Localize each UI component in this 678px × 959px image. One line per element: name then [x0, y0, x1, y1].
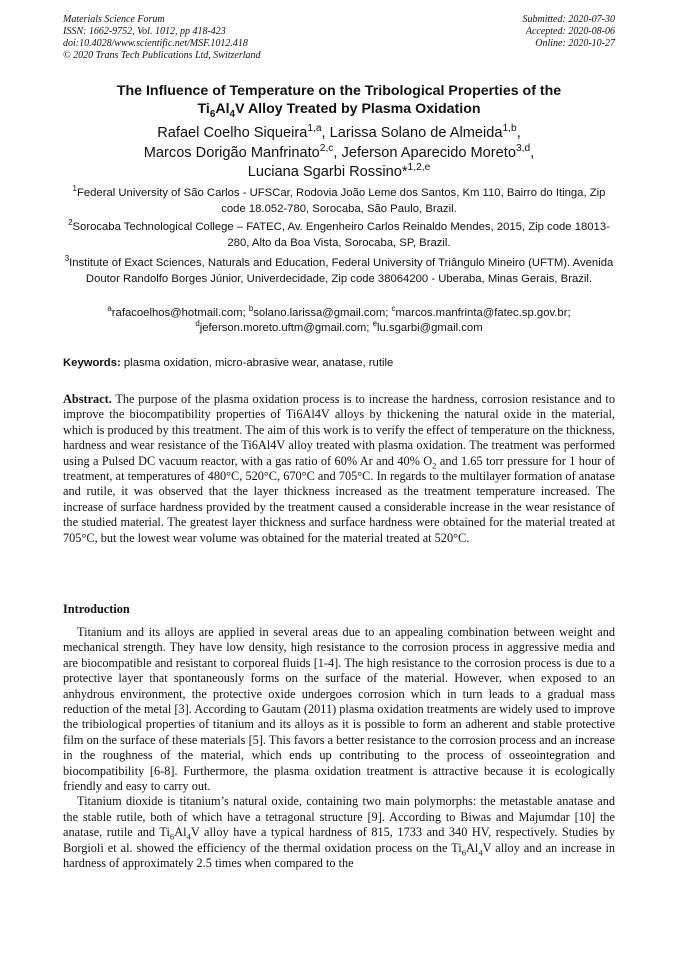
author-5-sup: 1,2,e	[407, 162, 431, 174]
intro-p2-sub-4: 4	[478, 847, 483, 858]
dates-header	[523, 14, 616, 50]
title-alloy-ti: Ti	[197, 101, 210, 117]
title-line-2: V Alloy Treated by Plasma Oxidation	[235, 101, 481, 117]
author-4-sep: ,	[530, 144, 535, 161]
affiliation-1-sup: 1	[72, 184, 77, 194]
title-alloy-sub-6: 6	[209, 108, 216, 120]
title-alloy-al: Al	[215, 101, 230, 117]
affiliation-3-sup: 3	[64, 254, 70, 264]
affiliation-1-text: Federal University of São Carlos - UFSCar, Rodovia João Leme dos Santos, Km 110, Bairro do Itinga, Zip code 18.052-780, Sorocaba, São Paulo, Brazil.	[76, 187, 606, 215]
affiliation-1	[63, 186, 615, 217]
email-c-sup: c	[391, 304, 396, 314]
author-2-sup: 1,b	[502, 123, 517, 135]
accepted-date: Accepted: 2020-08-06	[525, 26, 615, 37]
intro-p2-c: V alloy have a typical hardness of 815, 1733 and 340 HV, respectively. Studies by Borgioli et al. showed the efficiency of the thermal oxidation process on the Ti	[63, 825, 615, 855]
author-1: Rafael Coelho Siqueira	[157, 125, 308, 141]
abstract-text-2: and 1.65 torr pressure for 1 hour of treatment, at temperatures of 480°C, 520°C, 670°C and 705°C. In regards to the multilayer formation of anatase and rutile, it was observed that the layer thickness increased as the treatment temperature increased. The increase of surface hardness provided by the treatment caused a considerable increase in the wear resistance of the studied material. The greatest layer thickness and surface hardness were obtained for the material treated at 705°C, but the lowest wear volume was obtained for the material treated at 520°C.	[63, 453, 615, 545]
intro-p2-a: Titanium dioxide is titanium’s natural oxide, containing two main polymorphs: the metastable anatase and the stable rutile, both of which have a tetragonal structure [9]. According to Biwas and Majumdar [10] the anatase, rutile and Ti	[63, 794, 615, 840]
intro-p2-sub-1: 6	[169, 831, 175, 842]
author-5: Luciana Sgarbi Rossino*	[247, 164, 408, 180]
author-4: , Jeferson Aparecido Moreto	[333, 144, 516, 161]
intro-p2-b: Al	[174, 825, 187, 840]
email-b-sup: b	[248, 304, 254, 314]
intro-p2-e: V alloy and an increase in hardness of approximately 2.5 times when compared to the	[63, 840, 616, 871]
author-2: , Larissa Solano de Almeida	[321, 125, 503, 141]
paper-title	[63, 82, 615, 118]
email-a-sup: a	[107, 304, 112, 314]
email-a[interactable]: rafacoelhos@hotmail.com;	[111, 307, 249, 319]
abstract-text-1: The purpose of the plasma oxidation process is to increase the hardness, corrosion resistance and to improve the biocompatibility properties of Ti6Al4V alloys by thickening the natural oxide in the material, which is produced by this treatment. The aim of this work is to verify the effect of temperature on the thickness, hardness and wear resistance of the Ti6Al4V alloy treated with plasma oxidation. The treatment was performed using a Pulsed DC vacuum reactor, with a gas ratio of 60% Ar and 40% O	[63, 392, 615, 468]
email-b[interactable]: solano.larissa@gmail.com;	[253, 307, 392, 319]
email-e[interactable]: lu.sgarbi@gmail.com	[376, 322, 483, 334]
author-list	[63, 124, 615, 183]
abstract-o2-sub: 2	[432, 460, 437, 471]
journal-name: Materials Science Forum	[63, 14, 165, 25]
online-date: Online: 2020-10-27	[535, 38, 615, 49]
abstract	[63, 392, 615, 546]
keywords	[63, 356, 615, 371]
intro-p2-sub-3: 6	[461, 847, 466, 858]
intro-p2-d: Al	[466, 840, 479, 855]
keywords-label: Keywords:	[63, 357, 121, 369]
section-heading-introduction: Introduction	[63, 602, 130, 616]
title-line-1: The Influence of Temperature on the Tribological Properties of the	[116, 83, 562, 99]
author-4-sup: 3,d	[515, 142, 531, 154]
intro-p2-sub-2: 4	[186, 831, 191, 842]
journal-issn: ISSN: 1662-9752, Vol. 1012, pp 418-423	[63, 26, 226, 37]
affiliation-3-text: Institute of Exact Sciences, Naturals and Education, Federal University of Triângulo Mineiro (UFTM). Avenida Doutor Randolfo Borges Júnior, Univerdecidade, Zip code 38064200 - Uberaba, Minas Gerais, Brazil.	[69, 257, 614, 285]
intro-paragraph-2	[63, 794, 615, 871]
introduction-body	[63, 625, 615, 872]
email-d-sup: d	[195, 319, 200, 329]
journal-header	[63, 14, 261, 62]
abstract-label: Abstract.	[63, 392, 112, 406]
author-2-sep: ,	[516, 125, 521, 141]
author-3: Marcos Dorigão Manfrinato	[143, 144, 320, 161]
journal-copyright: © 2020 Trans Tech Publications Ltd, Switzerland	[63, 50, 261, 61]
author-emails	[63, 306, 615, 336]
author-1-sup: 1,a	[307, 123, 322, 135]
affiliation-2-sup: 2	[68, 218, 73, 228]
affiliation-2	[63, 220, 615, 251]
intro-paragraph-1: Titanium and its alloys are applied in several areas due to an appealing combination between weight and mechanical strength. They have low density, high resistance to the corrosion process in aggressive media and are biocompatible and resistant to corporeal fluids [1-4]. The high resistance to the corrosion process is due to a protective layer that spontaneously forms on the surface of the material. However, when exposed to an anhydrous environment, the protective oxide undergoes corrosion which in turn leads to a gradual mass reduction of the metal [3]. According to Gautam (2011) plasma oxidation treatments are widely used to improve the tribiological properties of titanium and its alloys as it is possible to form an adherent and stable protective film on the surface of these materials [5]. This favors a better resistance to the corrosion process and an increase in the roughness of the material, which ends up contributing to the process of osseointegration and biocompatibility [6-8]. Furthermore, the plasma oxidation treatment is attractive because it is ecologically friendly and easy to carry out.	[63, 625, 615, 794]
email-c[interactable]: marcos.manfrinta@fatec.sp.gov.br;	[395, 307, 571, 319]
title-alloy-sub-4: 4	[229, 108, 236, 120]
journal-doi: doi:10.4028/www.scientific.net/MSF.1012.418	[63, 38, 248, 49]
affiliation-3	[63, 256, 615, 287]
submitted-date: Submitted: 2020-07-30	[522, 14, 615, 25]
affiliation-2-text: Sorocaba Technological College – FATEC, Av. Engenheiro Carlos Reinaldo Mendes, 2015, Zip code 18013-280, Alto da Boa Vista, Sorocaba, SP, Brazil.	[72, 221, 610, 249]
email-d[interactable]: jeferson.moreto.uftm@gmail.com;	[199, 322, 373, 334]
author-3-sup: 2,c	[319, 142, 334, 154]
keywords-text: plasma oxidation, micro-abrasive wear, anatase, rutile	[120, 357, 394, 369]
email-e-sup: e	[372, 319, 377, 329]
